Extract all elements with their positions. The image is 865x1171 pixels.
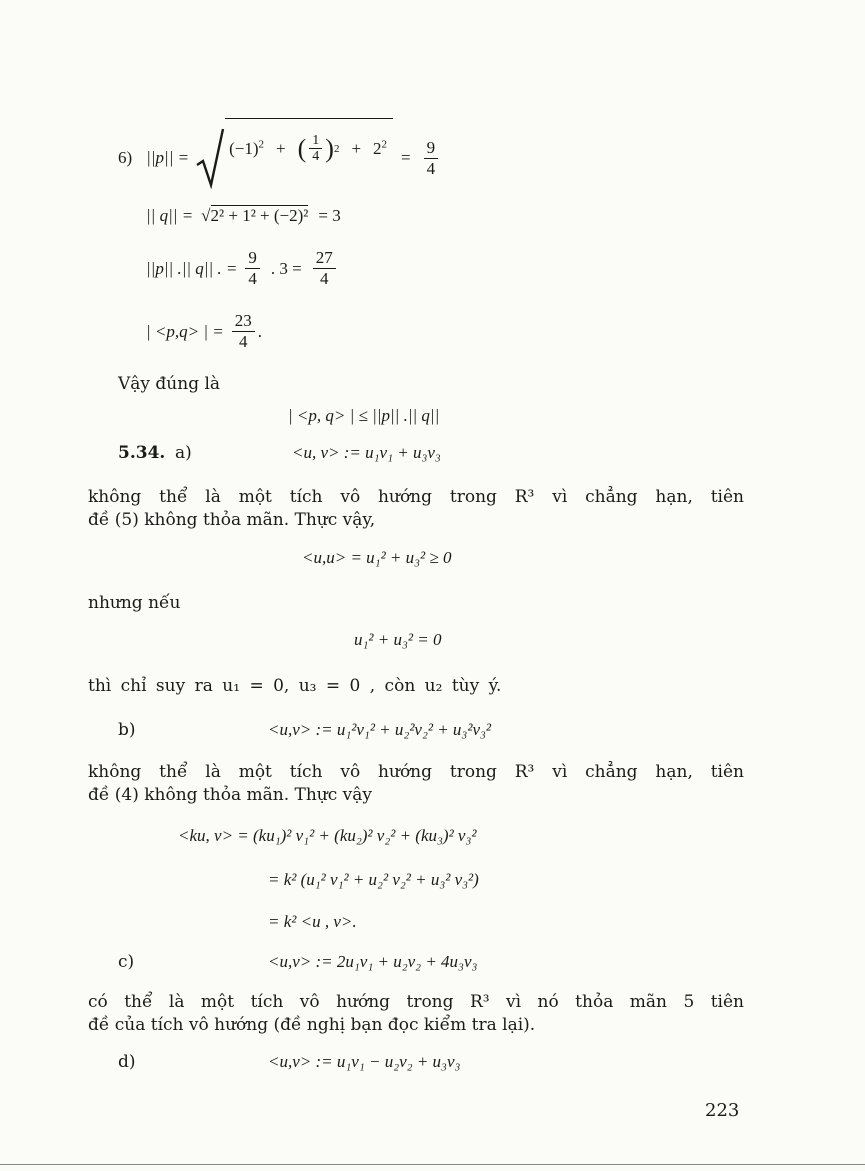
- product-equation: [146, 248, 339, 289]
- paragraph-a-line1: không thể là một tích vô hướng trong R³ vì chẳng hạn, tiên: [88, 487, 744, 507]
- paragraph-c-line2: đề của tích vô hướng (đề nghị bạn đọc kiểm tra lại).: [88, 1015, 536, 1035]
- item-label: 6): [118, 148, 133, 167]
- cauchy-schwarz-inequality: | <p, q> | ≤ ||p|| .|| q||: [288, 406, 440, 425]
- equals-sign: =: [401, 148, 411, 167]
- product-mid: . 3 =: [270, 258, 302, 278]
- part-b-label: b): [118, 720, 136, 740]
- but-if-text: nhưng nếu: [88, 593, 181, 613]
- page-bottom-edge: [0, 1164, 865, 1165]
- plus-sign: +: [276, 138, 286, 158]
- conclusion-text: Vậy đúng là: [118, 374, 221, 394]
- norm-q-equation: || q|| = √ 2² + 1² + (−2)² = 3: [146, 205, 341, 225]
- part-a-label: a): [175, 443, 192, 463]
- inner-product-equation: | <p,q> | = $\frac{23}{4}$ .: [146, 311, 263, 351]
- product-result: $\frac{27}{4}$: [313, 248, 336, 289]
- equation-a1: <u,u> = u₁² + u₃² ≥ 0: [302, 548, 452, 567]
- sqrt-sign: [195, 127, 225, 189]
- sqrt-radicand: $(-1)^2$ + ( $\frac{1}{4}$ ) 2 + $2^2$: [225, 118, 393, 175]
- paragraph-a-line2: đề (5) không thỏa mãn. Thực vậy,: [88, 510, 376, 530]
- term3: $2^2$: [373, 137, 388, 158]
- part-c-label: c): [118, 952, 135, 972]
- quarter-fraction: $\frac{1}{4}$: [309, 133, 322, 164]
- inner-fraction: $\frac{23}{4}$: [232, 311, 255, 352]
- product-lhs: ||p|| .|| q|| . =: [146, 258, 238, 278]
- conclusion-a: thì chỉ suy ra u₁ = 0, u₃ = 0 , còn u₂ tùy ý.: [88, 676, 502, 696]
- equation-b1: <ku, v> = (ku₁)² v₁² + (ku₂)² v₂² + (ku₃)² v₃²: [178, 826, 477, 845]
- paragraph-c-line1: có thể là một tích vô hướng trong R³ vì nó thỏa mãn 5 tiên: [88, 992, 744, 1012]
- definition-c: <u,v> := 2u₁v₁ + u₂v₂ + 4u₃v₃: [268, 952, 478, 971]
- equation-a2: u₁² + u₃² = 0: [354, 630, 442, 649]
- definition-a: <u, v> := u₁v₁ + u₃v₃: [292, 443, 441, 462]
- paragraph-b-line1: không thể là một tích vô hướng trong R³ vì chẳng hạn, tiên: [88, 762, 744, 782]
- exercise-number: 5.34.: [118, 443, 166, 463]
- norm-q-lhs: || q|| =: [146, 205, 194, 225]
- term1: $(-1)^2$: [229, 137, 265, 158]
- paragraph-b-line2: đề (4) không thỏa mãn. Thực vậy: [88, 785, 373, 805]
- plus-sign: +: [351, 138, 362, 158]
- norm-p-equation: [118, 128, 441, 188]
- definition-d: <u,v> := u₁v₁ − u₂v₂ + u₃v₃: [268, 1052, 461, 1071]
- inner-lhs: | <p,q> | =: [146, 321, 224, 341]
- equation-b3: = k² <u , v>.: [268, 912, 357, 931]
- equation-b2: = k² (u₁² v₁² + u₂² v₂² + u₃² v₃²): [268, 870, 479, 889]
- product-fraction: $\frac{9}{4}$: [245, 248, 260, 289]
- definition-b: <u,v> := u₁²v₁² + u₂²v₂² + u₃²v₃²: [268, 720, 491, 739]
- part-d-label: d): [118, 1052, 136, 1072]
- norm-p-result: $\frac{9}{4}$: [424, 138, 439, 179]
- norm-p-lhs: ||p|| =: [146, 148, 190, 167]
- norm-q-result: = 3: [318, 205, 341, 225]
- norm-q-radicand: 2² + 1² + (−2)²: [210, 206, 309, 225]
- page-number: 223: [705, 1100, 740, 1121]
